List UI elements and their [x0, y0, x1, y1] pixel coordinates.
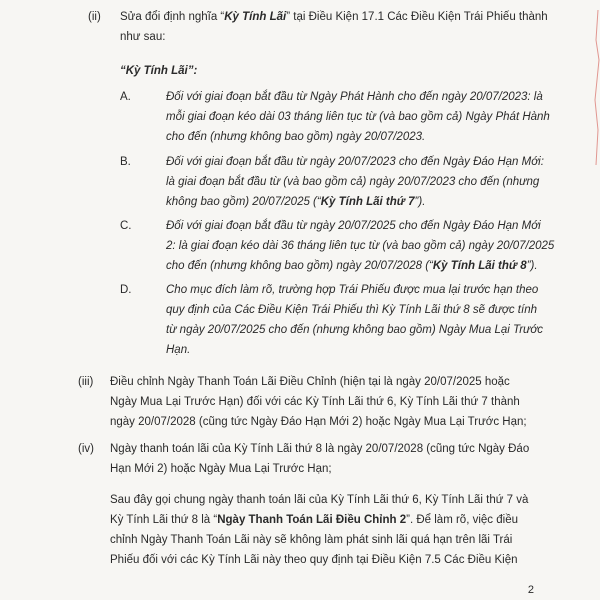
defined-term: Kỳ Tính Lãi thứ 8 [432, 260, 527, 272]
clause-iv-line-2: Hạn Mới 2) hoặc Ngày Mua Lại Trước Hạn; [110, 463, 332, 475]
item-a-line-1: Đối với giai đoạn bắt đầu từ Ngày Phát Hành cho đến ngày 20/07/2023: là [166, 91, 543, 103]
clause-marker-ii: (ii) [88, 11, 101, 23]
item-marker-c: C. [120, 220, 132, 232]
text: ”). [526, 260, 538, 272]
item-d-line-3: từ ngày 20/07/2025 cho đến (nhưng không bao gồm) Ngày Mua Lại Trước [166, 324, 544, 336]
item-d-line-4: Hạn. [166, 344, 191, 356]
para-line-1: Sau đây gọi chung ngày thanh toán lãi của Kỳ Tính Lãi thứ 6, Kỳ Tính Lãi thứ 7 và [110, 494, 529, 506]
text: ”). [414, 196, 426, 208]
text: Kỳ Tính Lãi thứ 8 là “ [110, 514, 218, 526]
text: không bao gồm) 20/07/2025 (“ [166, 196, 321, 208]
text: ”. Để làm rõ, việc điều [406, 514, 518, 526]
item-d-line-2: quy định của Các Điều Kiện Trái Phiếu thì Kỳ Tính Lãi thứ 8 sẽ được tính [166, 304, 537, 316]
para-line-2 [110, 513, 518, 527]
item-b-line-3 [166, 195, 425, 209]
clause-marker-iv: (iv) [78, 443, 94, 455]
defined-term: Kỳ Tính Lãi [224, 11, 287, 23]
clause-iii-line-1: Điều chỉnh Ngày Thanh Toán Lãi Điều Chỉnh (hiện tại là ngày 20/07/2025 hoặc [110, 376, 510, 388]
item-c-line-2: 2: là giai đoạn kéo dài 36 tháng liên tục từ (và bao gồm cả) ngày 20/07/2025 [166, 240, 555, 252]
para-line-4: Phiếu đối với các Kỳ Tính Lãi này theo quy định tại Điều Kiện 7.5 Các Điều Kiện [110, 554, 518, 566]
page-number: 2 [527, 584, 534, 596]
item-b-line-2: là giai đoạn bắt đầu từ (và bao gồm cả) ngày 20/07/2023 cho đến (nhưng [166, 176, 540, 188]
item-marker-b: B. [120, 156, 131, 168]
clause-marker-iii: (iii) [78, 376, 94, 388]
clause-iv-line-1: Ngày thanh toán lãi của Kỳ Tính Lãi thứ 8 là ngày 20/07/2028 (cũng tức Ngày Đáo [110, 443, 530, 455]
text: Sửa đổi định nghĩa “ [120, 11, 225, 23]
definition-heading: “Kỳ Tính Lãi”: [120, 65, 198, 77]
item-marker-a: A. [120, 91, 131, 103]
item-c-line-3 [166, 259, 538, 273]
clause-ii-line-2: như sau: [120, 31, 166, 43]
item-b-line-1: Đối với giai đoạn bắt đầu từ ngày 20/07/2023 cho đến Ngày Đáo Hạn Mới: [166, 156, 544, 168]
defined-term: Ngày Thanh Toán Lãi Điều Chỉnh 2 [217, 514, 407, 526]
clause-ii-line-1 [120, 10, 548, 24]
clause-iii-line-3: ngày 20/07/2028 (cũng tức Ngày Đáo Hạn Mới 2) hoặc Ngày Mua Lại Trước Hạn; [110, 416, 527, 428]
para-line-3: chỉnh Ngày Thanh Toán Lãi này sẽ không làm phát sinh lãi quá hạn trên lãi Trái [110, 534, 513, 546]
item-a-line-3: cho đến (nhưng không bao gồm) ngày 20/07/2023. [166, 131, 426, 143]
red-pen-mark-decoration [590, 0, 600, 170]
text: cho đến (nhưng không bao gồm) ngày 20/07/2028 (“ [166, 260, 433, 272]
item-d-line-1: Cho mục đích làm rõ, trường hợp Trái Phiếu được mua lại trước hạn theo [166, 284, 539, 296]
clause-iii-line-2: Ngày Mua Lại Trước Hạn) đối với các Kỳ Tính Lãi thứ 6, Kỳ Tính Lãi thứ 7 thành [110, 396, 520, 408]
text: ” tại Điều Kiện 17.1 Các Điều Kiện Trái Phiếu thành [286, 11, 548, 23]
defined-term: Kỳ Tính Lãi thứ 7 [320, 196, 415, 208]
item-a-line-2: mỗi giai đoạn kéo dài 03 tháng liên tục từ (và bao gồm cả) Ngày Phát Hành [166, 111, 550, 123]
item-c-line-1: Đối với giai đoạn bắt đầu từ ngày 20/07/2025 cho đến Ngày Đáo Hạn Mới [166, 220, 541, 232]
item-marker-d: D. [120, 284, 132, 296]
